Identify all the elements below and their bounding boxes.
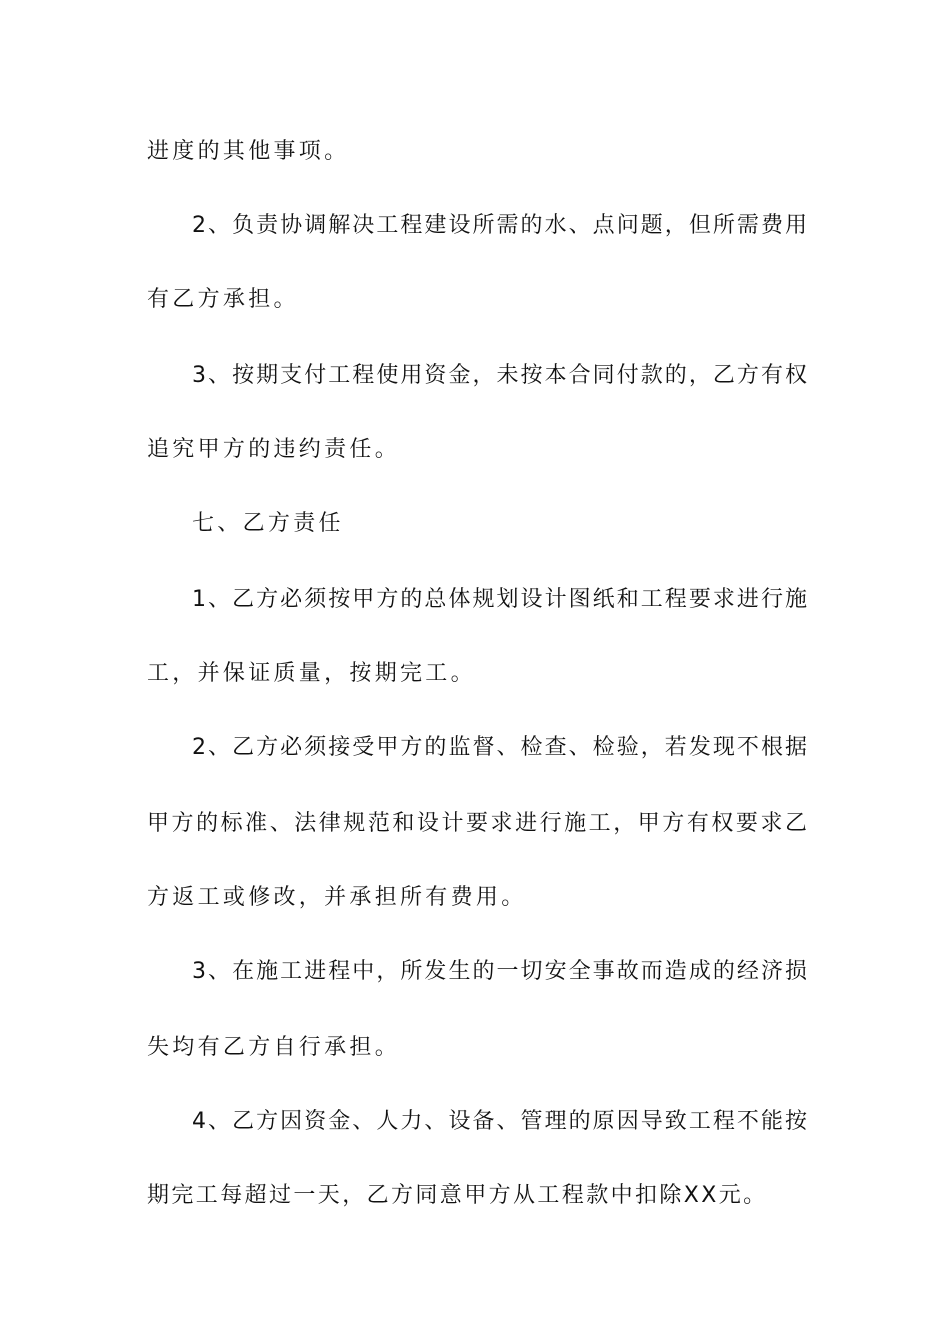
text-line-2: 2、负责协调解决工程建设所需的水、点问题，但所需费用 (192, 213, 807, 238)
text-line-3: 有乙方承担。 (147, 287, 299, 312)
text-line-8: 工，并保证质量，按期完工。 (147, 661, 476, 686)
text-line-15: 期完工每超过一天，乙方同意甲方从工程款中扣除XX元。 (147, 1183, 768, 1208)
text-line-10: 甲方的标准、法律规范和设计要求进行施工，甲方有权要求乙 (147, 811, 807, 836)
text-line-9: 2、乙方必须接受甲方的监督、检查、检验，若发现不根据 (192, 735, 807, 760)
text-line-7: 1、乙方必须按甲方的总体规划设计图纸和工程要求进行施 (192, 587, 807, 612)
text-line-1: 进度的其他事项。 (147, 139, 350, 164)
text-line-11: 方返工或修改，并承担所有费用。 (147, 885, 527, 910)
text-line-13: 失均有乙方自行承担。 (147, 1035, 401, 1060)
text-line-14: 4、乙方因资金、人力、设备、管理的原因导致工程不能按 (192, 1109, 807, 1134)
text-line-4: 3、按期支付工程使用资金，未按本合同付款的，乙方有权 (192, 363, 807, 388)
text-line-5: 追究甲方的违约责任。 (147, 437, 401, 462)
text-line-12: 3、在施工进程中，所发生的一切安全事故而造成的经济损 (192, 959, 807, 984)
section-heading: 七、乙方责任 (192, 511, 344, 536)
